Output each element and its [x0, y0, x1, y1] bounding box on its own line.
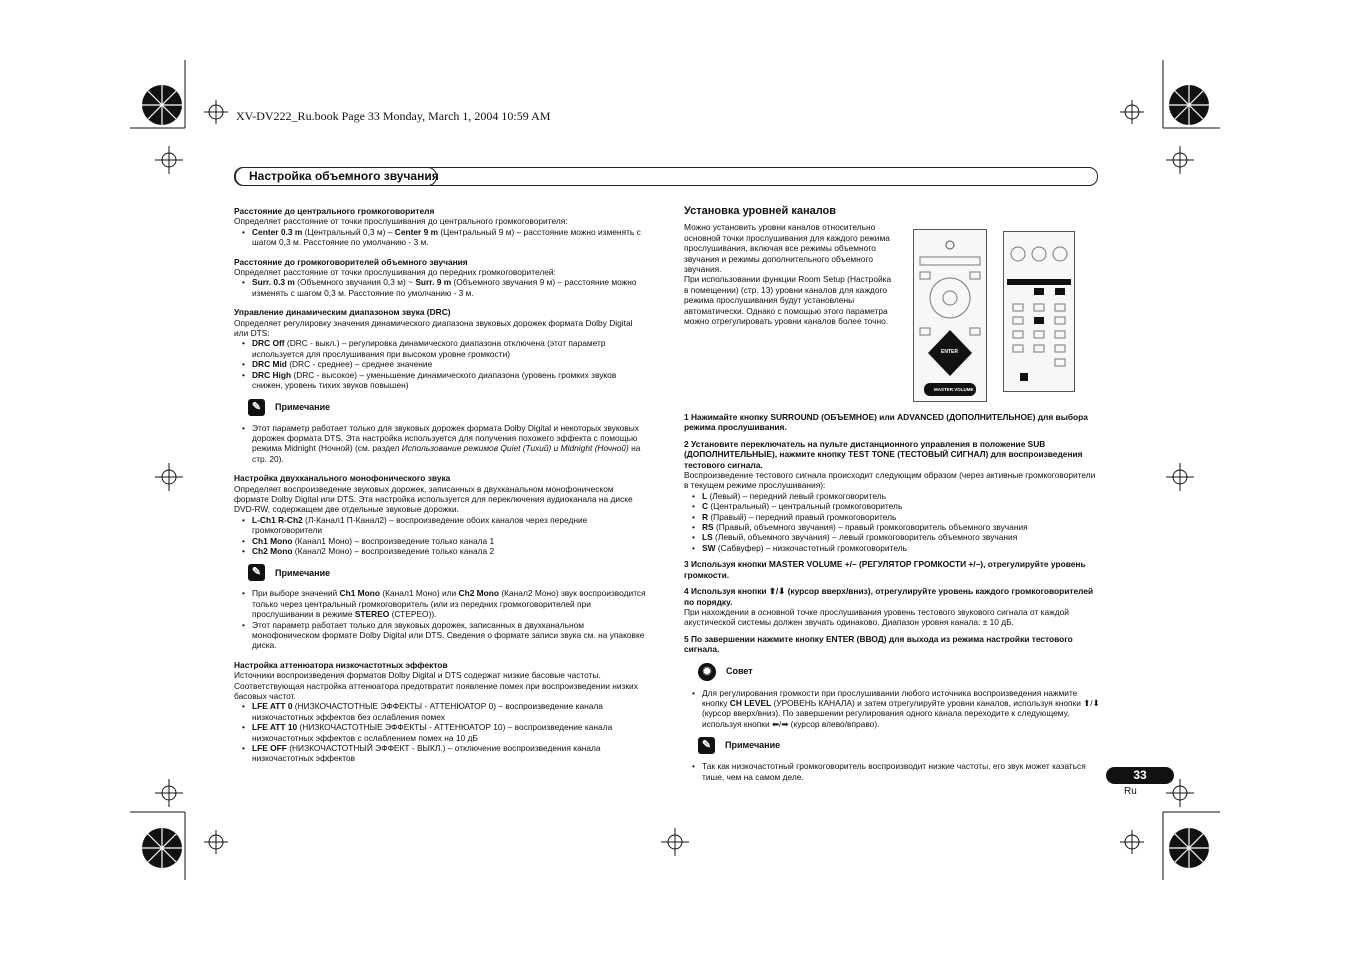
- pencil-icon: ✎: [248, 399, 265, 416]
- note-heading: ✎ Примечание: [698, 737, 1100, 754]
- step-4-desc: При нахождении в основной точке прослушивания уровень тестового звукового сигнала от каждой акустической системы должен звучать одинаково. Диапазон уровня канала: ± 10 дБ.: [684, 606, 1069, 628]
- remote-drawing: [914, 230, 986, 401]
- drc-desc: Определяет регулировку значения динамического диапазона звуковых дорожек формата Dolby Digital или DTS:: [234, 317, 633, 339]
- tip-item: • Для регулирования громкости при прослушивании любого источника воспроизведения нажмите кнопку CH LEVEL (УРОВЕНЬ КАНАЛА) и затем отрегулируйте уровни каналов, используя кнопки ⬆/⬇ (курсор вверх/вниз). По завершении регулирования одного канала переходите к следующему, используя кнопки ⬅/➡ (курсор влево/вправо).: [684, 688, 1100, 730]
- list-item: • Ch1 Mono (Канал1 Моно) – воспроизведение только канала 1: [234, 536, 648, 546]
- enter-button-label: ENTER: [941, 349, 958, 355]
- list-item: • LFE ATT 0 (НИЗКОЧАСТОТНЫЕ ЭФФЕКТЫ - АТТЕНЮАТОР 0) – воспроизведение канала низкочастотных эффектов без ослабления помех: [234, 701, 648, 722]
- surround-distance-title: Расстояние до громкоговорителей объемного звучания: [234, 256, 468, 267]
- channel-levels-title: Установка уровней каналов: [684, 205, 837, 217]
- list-item: • DRC Mid (DRC - среднее) – среднее значение: [234, 359, 648, 369]
- pencil-icon: ✎: [698, 737, 715, 754]
- note-item: • Этот параметр работает только для звуковых дорожек, записанных в двухканальном монофоническом формате Dolby Digital или DTS. Сведения о формате записи звука см. на упаковке диска.: [234, 620, 648, 651]
- list-item: • DRC High (DRC - высокое) – уменьшение динамического диапазона (уровень громких звуков снижен, уровень тихих звуков повышен): [234, 370, 648, 391]
- step-5: 5 По завершении нажмите кнопку ENTER (ВВОД) для выхода из режима настройки тестового сигнала.: [684, 633, 1073, 655]
- remote-illustration: [913, 229, 987, 402]
- remote-panel-illustration: [1003, 231, 1075, 392]
- list-item: • LS (Левый, объемного звучания) – левый громкоговоритель объемного звучания: [684, 532, 1100, 542]
- intro-paragraph: Можно установить уровни каналов относительно основной точки прослушивания для каждого режима прослушивания, включая все режимы объемного звучания и режимы дополнительного объемного звучания.: [684, 222, 890, 275]
- step-3: 3 Используя кнопки MASTER VOLUME +/– (РЕГУЛЯТОР ГРОМКОСТИ +/–), отрегулируйте уровень громкости.: [684, 559, 1086, 580]
- drc-title: Управление динамическим диапазоном звука (DRC): [234, 307, 451, 318]
- list-item: • SW (Сабвуфер) – низкочастотный громкоговоритель: [684, 543, 1100, 553]
- step-4: 4 Используя кнопки ⬆/⬇ (курсор вверх/вниз), отрегулируйте уровень каждого громкоговорителей по порядку.: [684, 586, 1094, 607]
- gear-icon: ✹: [698, 663, 716, 681]
- section-title: Настройка объемного звучания: [249, 169, 439, 183]
- list-item: • L-Ch1 R-Ch2 (Л-Канал1 П-Канал2) – воспроизведение обоих каналов через передние громкоговорители: [234, 515, 648, 536]
- list-item: • Center 0.3 m (Центральный 0,3 м) – Center 9 m (Центральный 9 м) – расстояние можно изменять с шагом 0,3 м. Расстояние по умолчанию - 3 м.: [234, 227, 648, 248]
- master-volume-label: MASTER VOLUME: [934, 387, 974, 392]
- list-item: • L (Левый) – передний левый громкоговоритель: [684, 491, 1100, 501]
- section-header-bar: [234, 167, 1098, 186]
- list-item: • RS (Правый, объемного звучания) – правый громкоговоритель объемного звучания: [684, 522, 1100, 532]
- lfe-desc: Источники воспроизведения форматов Dolby Digital и DTS содержат низкие басовые частоты. Соответствующая настройка аттенюатора предотвратит появление помех при воспроизведении низких басовых частот.: [234, 670, 638, 702]
- intro-paragraph: При использовании функции Room Setup (Настройка в помещении) (стр. 13) уровни каналов для каждого режима прослушивания будут установлены автоматически. Однако с помощью этого параметра можно отрегулировать уровни каналов более точно.: [684, 274, 892, 327]
- list-item: • Ch2 Mono (Канал2 Моно) – воспроизведение только канала 2: [234, 546, 648, 556]
- note-item: • При выборе значений Ch1 Mono (Канал1 Моно) или Ch2 Mono (Канал2 Моно) звук воспроизводится только через центральный громкоговоритель (или из передних громкоговорителей при прослушивании в режиме STEREO (СТЕРЕО)).: [234, 588, 648, 619]
- surround-distance-desc: Определяет расстояние от точки прослушивания до передних громкоговорителей:: [234, 267, 556, 278]
- right-column-steps: [684, 406, 1100, 782]
- step-2: 2 Установите переключатель на пульте дистанционного управления в положение SUB (ДОПОЛНИТЕЛЬНЫЕ), нажмите кнопку TEST TONE (ТЕСТОВЫЙ СИГНАЛ) для воспроизведения тестового сигнала.: [684, 438, 1083, 470]
- pencil-icon: ✎: [248, 564, 265, 581]
- remote-panel-drawing: [1004, 232, 1074, 391]
- note-heading: ✎ Примечание: [248, 564, 648, 581]
- note-item: • Так как низкочастотный громкоговоритель воспроизводит низкие частоты, его звук может казаться тише, чем на самом деле.: [684, 761, 1100, 782]
- tip-heading: ✹ Совет: [698, 663, 1100, 681]
- dual-mono-desc: Определяет воспроизведение звуковых дорожек, записанных в двухканальном монофоническом формате Dolby Digital или DTS. Эта настройка используется для переключения аудиоканала на диске DVD-RW, содержащем две отдельные звуковые дорожки.: [234, 483, 633, 515]
- center-distance-desc: Определяет расстояние от точки прослушивания до центрального громкоговорителя:: [234, 216, 568, 227]
- step-1: 1 Нажимайте кнопку SURROUND (ОБЪЕМНОЕ) или ADVANCED (ДОПОЛНИТЕЛЬНОЕ) для выбора режима прослушивания.: [684, 412, 1088, 433]
- note-heading: ✎ Примечание: [248, 399, 648, 416]
- left-column: [234, 206, 648, 764]
- list-item: • LFE OFF (НИЗКОЧАСТОТНЫЙ ЭФФЕКТ - ВЫКЛ.) – отключение воспроизведения канала низкочастотных эффектов: [234, 743, 648, 764]
- print-header: XV-DV222_Ru.book Page 33 Monday, March 1, 2004 10:59 AM: [236, 109, 551, 123]
- dual-mono-title: Настройка двухканального монофонического звука: [234, 473, 451, 484]
- note-item: • Этот параметр работает только для звуковых дорожек формата Dolby Digital и некоторых звуковых дорожек формата DTS. Эта настройка используется для получения похожего эффекта с помощью режима Midnight (Ночной) (см. раздел Использование режимов Quiet (Тихий) и Midnight (Ночной) на стр. 20).: [234, 423, 648, 465]
- lfe-title: Настройка аттенюатора низкочастотных эффектов: [234, 659, 448, 670]
- center-distance-title: Расстояние до центрального громкоговорителя: [234, 206, 435, 216]
- page-language: Ru: [1124, 786, 1137, 797]
- list-item: • R (Правый) – передний правый громкоговоритель: [684, 512, 1100, 522]
- list-item: • DRC Off (DRC - выкл.) – регулировка динамического диапазона отключена (этот параметр используется для прослушивания при высоком уровне громкости): [234, 338, 648, 359]
- list-item: • LFE ATT 10 (НИЗКОЧАСТОТНЫЕ ЭФФЕКТЫ - АТТЕНЮАТОР 10) – воспроизведение канала низкочастотных эффектов с ослаблением помех на 10 дБ: [234, 722, 648, 743]
- list-item: • C (Центральный) – центральный громкоговоритель: [684, 501, 1100, 511]
- page-number: 33: [1106, 767, 1174, 784]
- step-2-desc: Воспроизведение тестового сигнала происходит следующим образом (через активные громкоговорители в текущем режиме прослушивания):: [684, 470, 1096, 491]
- list-item: • Surr. 0.3 m (Объемного звучания 0,3 м) ~ Surr. 9 m (Объемного звучания 9 м) – расстояние можно изменять с шагом 0,3 м. Расстояние по умолчанию - 3 м.: [234, 277, 648, 298]
